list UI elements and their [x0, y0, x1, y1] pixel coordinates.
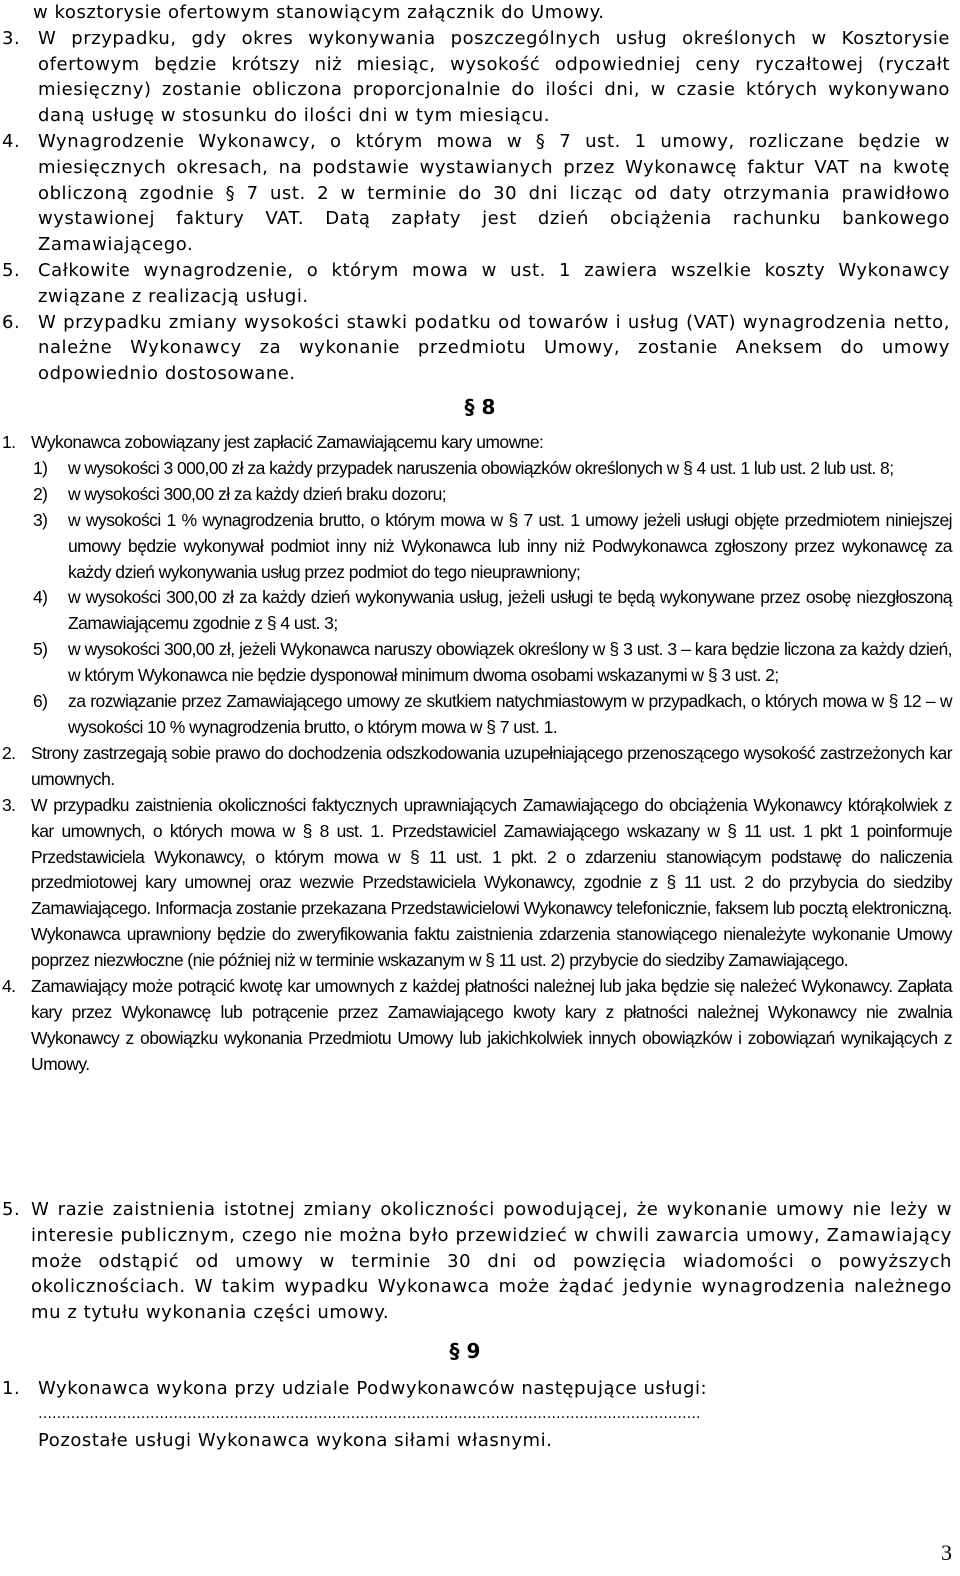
section-heading-8: § 8 [464, 395, 496, 419]
fill-in-dots: ……………………………………………………………………………………………………………………………. [38, 1405, 701, 1422]
list-item [0, 974, 952, 1078]
list-item [0, 310, 950, 387]
sub-item-number: 2) [33, 483, 48, 504]
item-text: W przypadku zmiany wysokości stawki podatku od towarów i usług (VAT) wynagrodzenia netto, należne Wykonawcy za wykonanie przedmiotu Umowy, zostanie Aneksem do umowy odpowiednio dostosowane. [38, 311, 950, 385]
sub-list-item [0, 585, 952, 637]
item-text: Całkowite wynagrodzenie, o którym mowa w ust. 1 zawiera wszelkie koszty Wykonawcy związane z realizacją usługi. [38, 259, 950, 307]
sub-list-item [0, 637, 952, 689]
item-number: 3. [2, 27, 21, 49]
sub-list-item [0, 482, 952, 508]
sub-item-number: 3) [33, 509, 48, 530]
item-number: 6. [2, 311, 21, 333]
payment-terms-block [0, 0, 950, 387]
sub-item-number: 1) [33, 457, 48, 478]
list-item [0, 1197, 952, 1326]
list-item [0, 793, 952, 974]
subcontractors-block [0, 1376, 952, 1453]
item-number: 5. [2, 1199, 21, 1220]
item-number: 3. [2, 794, 16, 815]
continuation-line [0, 0, 950, 26]
sub-list-item [0, 456, 952, 482]
sub-list-item [0, 689, 952, 741]
penalties-block [0, 430, 952, 1078]
item-number: 4. [2, 130, 21, 152]
list-item [0, 1376, 952, 1402]
sub-list-item [0, 508, 952, 586]
item-number: 5. [2, 259, 21, 281]
item-text: Zamawiający może potrącić kwotę kar umownych z każdej płatności należnej lub jaka będzie się należeć Wykonawcy. Zapłata kary przez Wykonawcę lub potrącenie przez Zamawiającego kwoty kary z płatności należnej Wykonawcy nie zwalnia Wykonawcy z obowiązku wykonania Przedmiotu Umowy lub jakichkolwiek innych obowiązków i zobowiązań wynikających z Umowy. [31, 976, 952, 1074]
remaining-services-line [0, 1428, 952, 1454]
list-item [0, 26, 950, 129]
page-number: 3 [941, 1540, 952, 1565]
section-heading-9: § 9 [449, 1339, 481, 1363]
sub-item-number: 6) [33, 691, 48, 712]
sub-item-text: w wysokości 300,00 zł za każdy dzień wykonywania usług, jeżeli usługi te będą wykonywane przez osobę niezgłoszoną Zamawiającemu zgodnie z § 4 ust. 3; [68, 587, 952, 634]
sub-item-text: w wysokości 3 000,00 zł za każdy przypadek naruszenia obowiązków określonych w § 4 ust. 1 lub ust. 2 lub ust. 8; [68, 457, 894, 478]
continuation-text: w kosztorysie ofertowym stanowiącym załącznik do Umowy. [33, 2, 605, 23]
sub-item-number: 5) [33, 639, 48, 660]
item-text: W przypadku zaistnienia okoliczności faktycznych uprawniających Zamawiającego do obciążenia Wykonawcy którąkolwiek z kar umownych, o których mowa w § 8 ust. 1. Przedstawiciel Zamawiającego wskazany w § 11 ust. 1 pkt 1 poinformuje Przedstawiciela Wykonawcy, o którym mowa w § 11 ust. 1 pkt. 2 o zdarzeniu stanowiącym podstawę do naliczenia przedmiotowej kary umownej oraz wezwie Przedstawiciela Wykonawcy, zgodnie z § 11 ust. 2 do przybycia do siedziby Zamawiającego. Informacja zostanie przekazana Przedstawicielowi Wykonawcy telefonicznie, faksem lub pocztą elektroniczną. Wykonawca uprawniony będzie do zweryfikowania faktu zaistnienia zdarzenia stanowiącego nienależyte wykonanie Umowy poprzez niezwłoczne (nie później niż w terminie wskazanym w § 11 ust. 2) przybycie do siedziby Zamawiającego. [31, 794, 952, 971]
withdrawal-clause [0, 1197, 952, 1326]
item-number: 1. [2, 432, 16, 452]
item-text: Wykonawca wykona przy udziale Podwykonawców następujące usługi: [38, 1378, 708, 1399]
item-number: 2. [2, 742, 16, 763]
item-number: 1. [2, 1378, 21, 1399]
item-text: Wynagrodzenie Wykonawcy, o którym mowa w § 7 ust. 1 umowy, rozliczane będzie w miesięcznych okresach, na podstawie wystawianych przez Wykonawcę faktur VAT na kwotę obliczoną zgodnie § 7 ust. 2 w terminie do 30 dni licząc od daty otrzymania prawidłowo wystawionej faktury VAT. Datą zapłaty jest dzień obciążenia rachunku bankowego Zamawiającego. [38, 130, 950, 256]
sub-item-number: 4) [33, 587, 48, 608]
list-item [0, 129, 950, 258]
list-item [0, 430, 952, 456]
item-text: W razie zaistnienia istotnej zmiany okoliczności powodującej, że wykonanie umowy nie leży w interesie publicznym, czego nie można było przewidzieć w chwili zawarcia umowy, Zamawiający może odstąpić od umowy w terminie 30 dni od powzięcia wiadomości o powyższych okolicznościach. W takim wypadku Wykonawca może żądać jedynie wynagrodzenia należnego mu z tytułu wykonania części umowy. [31, 1199, 952, 1324]
list-item [0, 258, 950, 310]
sub-item-text: za rozwiązanie przez Zamawiającego umowy ze skutkiem natychmiastowym w przypadkach, o których mowa w § 12 – w wysokości 10 % wynagrodzenia brutto, o którym mowa w § 7 ust. 1. [68, 691, 952, 737]
item-number: 4. [2, 976, 16, 997]
remaining-services-text: Pozostałe usługi Wykonawca wykona siłami własnymi. [38, 1429, 553, 1451]
item-text: Strony zastrzegają sobie prawo do dochodzenia odszkodowania uzupełniającego przenoszącego wysokość zastrzeżonych kar umownych. [31, 742, 952, 789]
sub-item-text: w wysokości 1 % wynagrodzenia brutto, o którym mowa w § 7 ust. 1 umowy jeżeli usługi objęte przedmiotem niniejszej umowy będzie wykonywał podmiot inny niż Wykonawca lub inny niż Podwykonawca zgłoszony przez wykonawcę za każdy dzień wykonywania usług przez podmiot do tego nieuprawniony; [68, 509, 952, 582]
item-text: Wykonawca zobowiązany jest zapłacić Zamawiającemu kary umowne: [31, 432, 544, 452]
sub-item-text: w wysokości 300,00 zł za każdy dzień braku dozoru; [68, 483, 447, 504]
list-item [0, 741, 952, 793]
sub-item-text: w wysokości 300,00 zł, jeżeli Wykonawca naruszy obowiązek określony w § 3 ust. 3 – kara będzie liczona za każdy dzień, w którym Wykonawca nie będzie dysponował minimum dwoma osobami wskazanymi w § 3 ust. 2; [68, 639, 952, 686]
item-text: W przypadku, gdy okres wykonywania poszczególnych usług określonych w Kosztorysie ofertowym będzie krótszy niż miesiąc, wysokość odpowiedniej ceny ryczałtowej (ryczałt miesięczny) zostanie obliczona proporcjonalnie do ilości dni, w czasie których wykonywano daną usługę w stosunku do ilości dni w tym miesiącu. [38, 27, 950, 127]
